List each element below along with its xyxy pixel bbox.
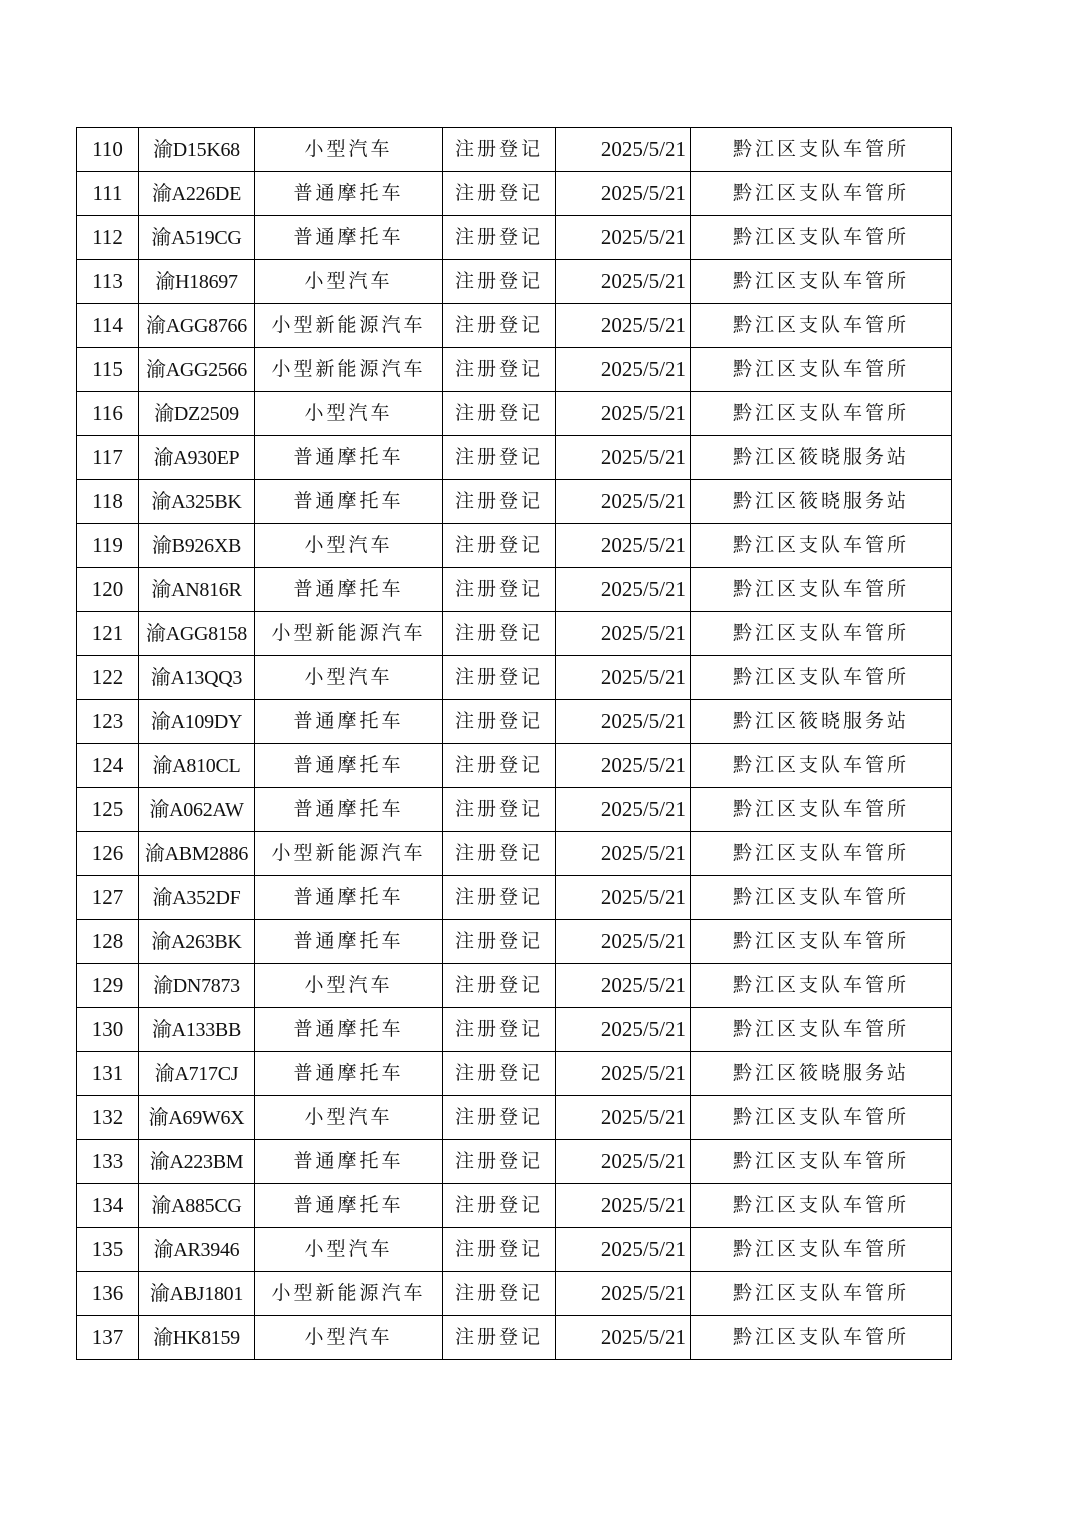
- table-row: [77, 964, 952, 1008]
- business-type-cell: 注册登记: [443, 920, 556, 964]
- plate-number-cell: 渝D15K68: [139, 128, 255, 172]
- business-type-cell: 注册登记: [443, 876, 556, 920]
- plate-number-cell: 渝A519CG: [139, 216, 255, 260]
- row-number-cell: 131: [77, 1052, 139, 1096]
- business-type-cell: 注册登记: [443, 172, 556, 216]
- office-cell: 黔江区支队车管所: [691, 832, 952, 876]
- plate-number-cell: 渝A109DY: [139, 700, 255, 744]
- office-cell: 黔江区支队车管所: [691, 1184, 952, 1228]
- date-cell: 2025/5/21: [556, 1316, 691, 1360]
- date-cell: 2025/5/21: [556, 568, 691, 612]
- vehicle-type-cell: 普通摩托车: [255, 1140, 443, 1184]
- table-row: [77, 480, 952, 524]
- row-number-cell: 121: [77, 612, 139, 656]
- plate-number-cell: 渝B926XB: [139, 524, 255, 568]
- office-cell: 黔江区支队车管所: [691, 656, 952, 700]
- row-number-cell: 113: [77, 260, 139, 304]
- business-type-cell: 注册登记: [443, 1140, 556, 1184]
- plate-number-cell: 渝AN816R: [139, 568, 255, 612]
- vehicle-type-cell: 普通摩托车: [255, 920, 443, 964]
- business-type-cell: 注册登记: [443, 656, 556, 700]
- row-number-cell: 130: [77, 1008, 139, 1052]
- table-row: [77, 1272, 952, 1316]
- date-cell: 2025/5/21: [556, 348, 691, 392]
- row-number-cell: 137: [77, 1316, 139, 1360]
- table-row: [77, 260, 952, 304]
- business-type-cell: 注册登记: [443, 1184, 556, 1228]
- date-cell: 2025/5/21: [556, 876, 691, 920]
- business-type-cell: 注册登记: [443, 480, 556, 524]
- row-number-cell: 119: [77, 524, 139, 568]
- table-row: [77, 172, 952, 216]
- date-cell: 2025/5/21: [556, 1008, 691, 1052]
- row-number-cell: 116: [77, 392, 139, 436]
- business-type-cell: 注册登记: [443, 612, 556, 656]
- office-cell: 黔江区支队车管所: [691, 1272, 952, 1316]
- vehicle-type-cell: 小型汽车: [255, 392, 443, 436]
- date-cell: 2025/5/21: [556, 436, 691, 480]
- business-type-cell: 注册登记: [443, 788, 556, 832]
- vehicle-type-cell: 小型新能源汽车: [255, 1272, 443, 1316]
- office-cell: 黔江区支队车管所: [691, 524, 952, 568]
- table-row: [77, 788, 952, 832]
- table-row: [77, 1096, 952, 1140]
- plate-number-cell: 渝DZ2509: [139, 392, 255, 436]
- vehicle-type-cell: 普通摩托车: [255, 216, 443, 260]
- business-type-cell: 注册登记: [443, 524, 556, 568]
- row-number-cell: 110: [77, 128, 139, 172]
- plate-number-cell: 渝A930EP: [139, 436, 255, 480]
- plate-number-cell: 渝A810CL: [139, 744, 255, 788]
- office-cell: 黔江区筱晓服务站: [691, 700, 952, 744]
- row-number-cell: 125: [77, 788, 139, 832]
- row-number-cell: 114: [77, 304, 139, 348]
- table-row: [77, 1316, 952, 1360]
- vehicle-type-cell: 普通摩托车: [255, 1184, 443, 1228]
- table-row: [77, 216, 952, 260]
- table-row: [77, 128, 952, 172]
- row-number-cell: 127: [77, 876, 139, 920]
- vehicle-type-cell: 小型汽车: [255, 1228, 443, 1272]
- plate-number-cell: 渝A352DF: [139, 876, 255, 920]
- business-type-cell: 注册登记: [443, 568, 556, 612]
- date-cell: 2025/5/21: [556, 1052, 691, 1096]
- office-cell: 黔江区支队车管所: [691, 964, 952, 1008]
- office-cell: 黔江区支队车管所: [691, 612, 952, 656]
- row-number-cell: 135: [77, 1228, 139, 1272]
- plate-number-cell: 渝AGG8158: [139, 612, 255, 656]
- table-row: [77, 1140, 952, 1184]
- plate-number-cell: 渝A223BM: [139, 1140, 255, 1184]
- vehicle-type-cell: 小型汽车: [255, 260, 443, 304]
- office-cell: 黔江区支队车管所: [691, 788, 952, 832]
- vehicle-type-cell: 小型新能源汽车: [255, 612, 443, 656]
- office-cell: 黔江区筱晓服务站: [691, 1052, 952, 1096]
- row-number-cell: 128: [77, 920, 139, 964]
- table-row: [77, 744, 952, 788]
- row-number-cell: 112: [77, 216, 139, 260]
- table-row: [77, 1008, 952, 1052]
- table-row: [77, 348, 952, 392]
- table-row: [77, 876, 952, 920]
- office-cell: 黔江区筱晓服务站: [691, 480, 952, 524]
- row-number-cell: 134: [77, 1184, 139, 1228]
- business-type-cell: 注册登记: [443, 1096, 556, 1140]
- registration-table-sheet: [76, 127, 952, 1360]
- date-cell: 2025/5/21: [556, 216, 691, 260]
- plate-number-cell: 渝AGG2566: [139, 348, 255, 392]
- business-type-cell: 注册登记: [443, 964, 556, 1008]
- row-number-cell: 117: [77, 436, 139, 480]
- plate-number-cell: 渝H18697: [139, 260, 255, 304]
- table-row: [77, 568, 952, 612]
- row-number-cell: 126: [77, 832, 139, 876]
- date-cell: 2025/5/21: [556, 128, 691, 172]
- row-number-cell: 118: [77, 480, 139, 524]
- vehicle-type-cell: 普通摩托车: [255, 700, 443, 744]
- table-row: [77, 1184, 952, 1228]
- row-number-cell: 123: [77, 700, 139, 744]
- table-row: [77, 920, 952, 964]
- date-cell: 2025/5/21: [556, 744, 691, 788]
- business-type-cell: 注册登记: [443, 260, 556, 304]
- vehicle-type-cell: 小型汽车: [255, 1316, 443, 1360]
- date-cell: 2025/5/21: [556, 260, 691, 304]
- date-cell: 2025/5/21: [556, 700, 691, 744]
- date-cell: 2025/5/21: [556, 788, 691, 832]
- row-number-cell: 124: [77, 744, 139, 788]
- business-type-cell: 注册登记: [443, 436, 556, 480]
- plate-number-cell: 渝A885CG: [139, 1184, 255, 1228]
- table-row: [77, 436, 952, 480]
- office-cell: 黔江区支队车管所: [691, 920, 952, 964]
- vehicle-type-cell: 普通摩托车: [255, 1052, 443, 1096]
- table-row: [77, 700, 952, 744]
- business-type-cell: 注册登记: [443, 128, 556, 172]
- date-cell: 2025/5/21: [556, 172, 691, 216]
- vehicle-type-cell: 普通摩托车: [255, 480, 443, 524]
- vehicle-type-cell: 小型新能源汽车: [255, 348, 443, 392]
- vehicle-type-cell: 小型新能源汽车: [255, 304, 443, 348]
- table-row: [77, 524, 952, 568]
- date-cell: 2025/5/21: [556, 1228, 691, 1272]
- date-cell: 2025/5/21: [556, 392, 691, 436]
- business-type-cell: 注册登记: [443, 348, 556, 392]
- table-row: [77, 1228, 952, 1272]
- plate-number-cell: 渝A263BK: [139, 920, 255, 964]
- date-cell: 2025/5/21: [556, 832, 691, 876]
- office-cell: 黔江区筱晓服务站: [691, 436, 952, 480]
- office-cell: 黔江区支队车管所: [691, 128, 952, 172]
- vehicle-type-cell: 普通摩托车: [255, 744, 443, 788]
- table-row: [77, 832, 952, 876]
- office-cell: 黔江区支队车管所: [691, 172, 952, 216]
- row-number-cell: 115: [77, 348, 139, 392]
- vehicle-type-cell: 小型新能源汽车: [255, 832, 443, 876]
- date-cell: 2025/5/21: [556, 480, 691, 524]
- plate-number-cell: 渝ABM2886: [139, 832, 255, 876]
- office-cell: 黔江区支队车管所: [691, 260, 952, 304]
- vehicle-registration-table: [76, 127, 952, 1360]
- date-cell: 2025/5/21: [556, 920, 691, 964]
- date-cell: 2025/5/21: [556, 1096, 691, 1140]
- vehicle-type-cell: 普通摩托车: [255, 568, 443, 612]
- business-type-cell: 注册登记: [443, 1008, 556, 1052]
- business-type-cell: 注册登记: [443, 1228, 556, 1272]
- business-type-cell: 注册登记: [443, 304, 556, 348]
- office-cell: 黔江区支队车管所: [691, 568, 952, 612]
- row-number-cell: 132: [77, 1096, 139, 1140]
- business-type-cell: 注册登记: [443, 744, 556, 788]
- row-number-cell: 111: [77, 172, 139, 216]
- business-type-cell: 注册登记: [443, 392, 556, 436]
- office-cell: 黔江区支队车管所: [691, 348, 952, 392]
- vehicle-type-cell: 普通摩托车: [255, 436, 443, 480]
- date-cell: 2025/5/21: [556, 304, 691, 348]
- date-cell: 2025/5/21: [556, 1272, 691, 1316]
- table-row: [77, 1052, 952, 1096]
- plate-number-cell: 渝AGG8766: [139, 304, 255, 348]
- office-cell: 黔江区支队车管所: [691, 216, 952, 260]
- date-cell: 2025/5/21: [556, 1140, 691, 1184]
- vehicle-type-cell: 小型汽车: [255, 964, 443, 1008]
- business-type-cell: 注册登记: [443, 1316, 556, 1360]
- date-cell: 2025/5/21: [556, 612, 691, 656]
- vehicle-type-cell: 小型汽车: [255, 128, 443, 172]
- office-cell: 黔江区支队车管所: [691, 392, 952, 436]
- table-row: [77, 392, 952, 436]
- vehicle-type-cell: 小型汽车: [255, 1096, 443, 1140]
- plate-number-cell: 渝HK8159: [139, 1316, 255, 1360]
- office-cell: 黔江区支队车管所: [691, 1008, 952, 1052]
- business-type-cell: 注册登记: [443, 216, 556, 260]
- row-number-cell: 120: [77, 568, 139, 612]
- office-cell: 黔江区支队车管所: [691, 1140, 952, 1184]
- plate-number-cell: 渝AR3946: [139, 1228, 255, 1272]
- office-cell: 黔江区支队车管所: [691, 744, 952, 788]
- plate-number-cell: 渝A717CJ: [139, 1052, 255, 1096]
- table-row: [77, 612, 952, 656]
- date-cell: 2025/5/21: [556, 656, 691, 700]
- date-cell: 2025/5/21: [556, 1184, 691, 1228]
- plate-number-cell: 渝A133BB: [139, 1008, 255, 1052]
- vehicle-type-cell: 普通摩托车: [255, 876, 443, 920]
- plate-number-cell: 渝A226DE: [139, 172, 255, 216]
- plate-number-cell: 渝ABJ1801: [139, 1272, 255, 1316]
- plate-number-cell: 渝A062AW: [139, 788, 255, 832]
- office-cell: 黔江区支队车管所: [691, 876, 952, 920]
- office-cell: 黔江区支队车管所: [691, 1096, 952, 1140]
- row-number-cell: 129: [77, 964, 139, 1008]
- vehicle-type-cell: 普通摩托车: [255, 1008, 443, 1052]
- office-cell: 黔江区支队车管所: [691, 1316, 952, 1360]
- row-number-cell: 122: [77, 656, 139, 700]
- table-body: [77, 128, 952, 1360]
- date-cell: 2025/5/21: [556, 524, 691, 568]
- table-row: [77, 656, 952, 700]
- plate-number-cell: 渝DN7873: [139, 964, 255, 1008]
- business-type-cell: 注册登记: [443, 700, 556, 744]
- plate-number-cell: 渝A69W6X: [139, 1096, 255, 1140]
- vehicle-type-cell: 普通摩托车: [255, 172, 443, 216]
- plate-number-cell: 渝A13QQ3: [139, 656, 255, 700]
- office-cell: 黔江区支队车管所: [691, 1228, 952, 1272]
- vehicle-type-cell: 普通摩托车: [255, 788, 443, 832]
- business-type-cell: 注册登记: [443, 1052, 556, 1096]
- row-number-cell: 133: [77, 1140, 139, 1184]
- plate-number-cell: 渝A325BK: [139, 480, 255, 524]
- office-cell: 黔江区支队车管所: [691, 304, 952, 348]
- vehicle-type-cell: 小型汽车: [255, 524, 443, 568]
- vehicle-type-cell: 小型汽车: [255, 656, 443, 700]
- date-cell: 2025/5/21: [556, 964, 691, 1008]
- table-row: [77, 304, 952, 348]
- business-type-cell: 注册登记: [443, 1272, 556, 1316]
- business-type-cell: 注册登记: [443, 832, 556, 876]
- row-number-cell: 136: [77, 1272, 139, 1316]
